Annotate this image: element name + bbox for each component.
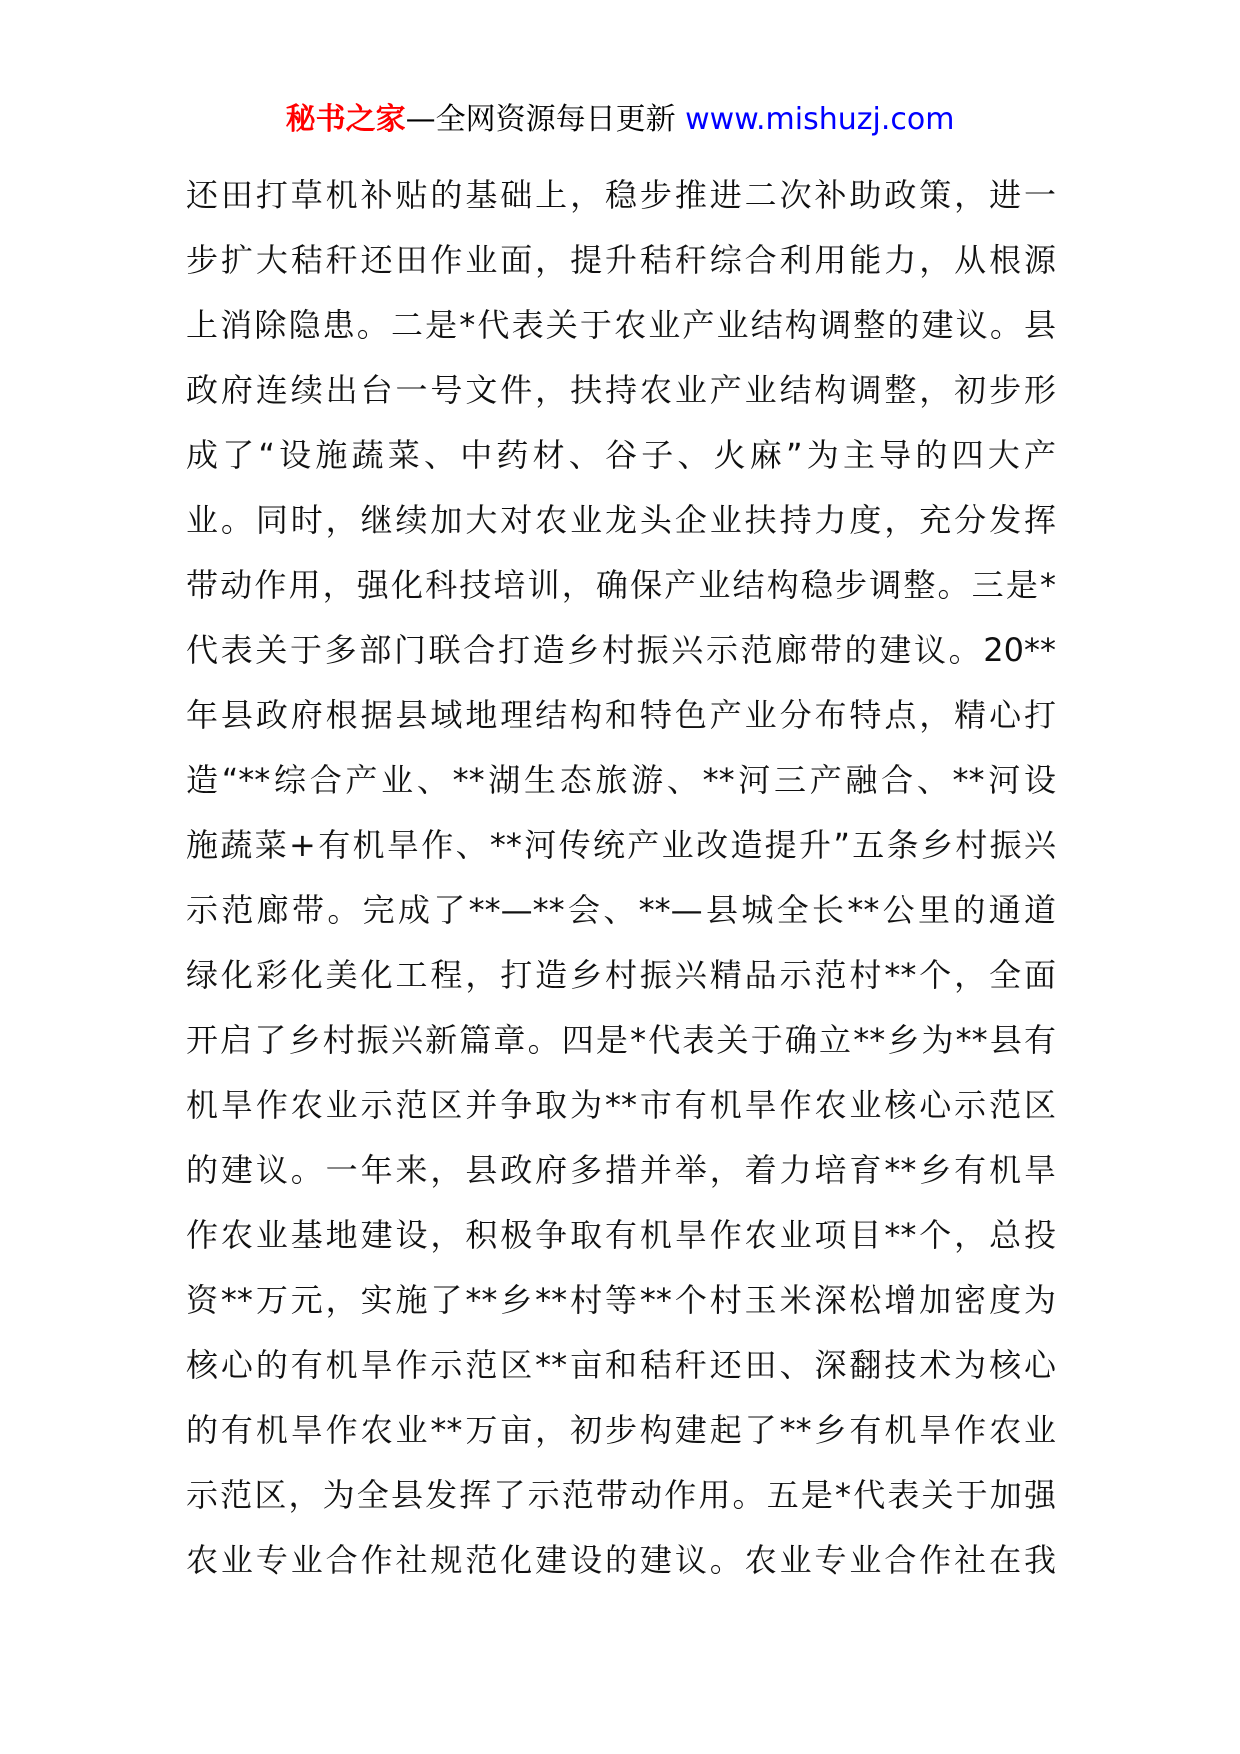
body-line: 开启了乡村振兴新篇章。四是*代表关于确立**乡为**县有 — [186, 1021, 1056, 1059]
body-line: 业。同时，继续加大对农业龙头企业扶持力度，充分发挥 — [186, 501, 1056, 539]
body-line: 作农业基地建设，积极争取有机旱作农业项目**个，总投 — [186, 1216, 1056, 1254]
body-line: 政府连续出台一号文件，扶持农业产业结构调整，初步形 — [186, 371, 1056, 409]
body-line: 带动作用，强化科技培训，确保产业结构稳步调整。三是* — [186, 566, 1056, 604]
body-line: 机旱作农业示范区并争取为**市有机旱作农业核心示范区 — [186, 1086, 1056, 1124]
body-line: 年县政府根据县域地理结构和特色产业分布特点，精心打 — [186, 696, 1056, 734]
body-line: 资**万元，实施了**乡**村等**个村玉米深松增加密度为 — [186, 1281, 1056, 1319]
body-line: 示范廊带。完成了**—**会、**—县城全长**公里的通道 — [186, 891, 1056, 929]
body-line: 农业专业合作社规范化建设的建议。农业专业合作社在我 — [186, 1541, 1056, 1579]
body-line: 造“**综合产业、**湖生态旅游、**河三产融合、**河设 — [186, 761, 1056, 799]
body-line: 的有机旱作农业**万亩，初步构建起了**乡有机旱作农业 — [186, 1411, 1056, 1449]
body-line: 的建议。一年来，县政府多措并举，着力培育**乡有机旱 — [186, 1151, 1056, 1189]
document-body — [186, 163, 1056, 1593]
body-line: 绿化彩化美化工程，打造乡村振兴精品示范村**个，全面 — [186, 956, 1056, 994]
body-line: 核心的有机旱作示范区**亩和秸秆还田、深翻技术为核心 — [186, 1346, 1056, 1384]
body-line: 步扩大秸秆还田作业面，提升秸秆综合利用能力，从根源 — [186, 241, 1056, 279]
site-url[interactable]: www.mishuzj.com — [685, 102, 955, 137]
body-line: 还田打草机补贴的基础上，稳步推进二次补助政策，进一 — [186, 176, 1056, 214]
brand-name: 秘书之家 — [285, 102, 406, 137]
body-line: 代表关于多部门联合打造乡村振兴示范廊带的建议。20** — [186, 631, 1056, 669]
body-line: 示范区，为全县发挥了示范带动作用。五是*代表关于加强 — [186, 1476, 1056, 1514]
body-line: 成了“设施蔬菜、中药材、谷子、火麻”为主导的四大产 — [186, 436, 1056, 474]
header-tagline: —全网资源每日更新 — [405, 102, 676, 137]
body-line: 上消除隐患。二是*代表关于农业产业结构调整的建议。县 — [186, 306, 1056, 344]
site-header — [0, 100, 1240, 140]
body-line: 施蔬菜+有机旱作、**河传统产业改造提升”五条乡村振兴 — [186, 826, 1056, 864]
